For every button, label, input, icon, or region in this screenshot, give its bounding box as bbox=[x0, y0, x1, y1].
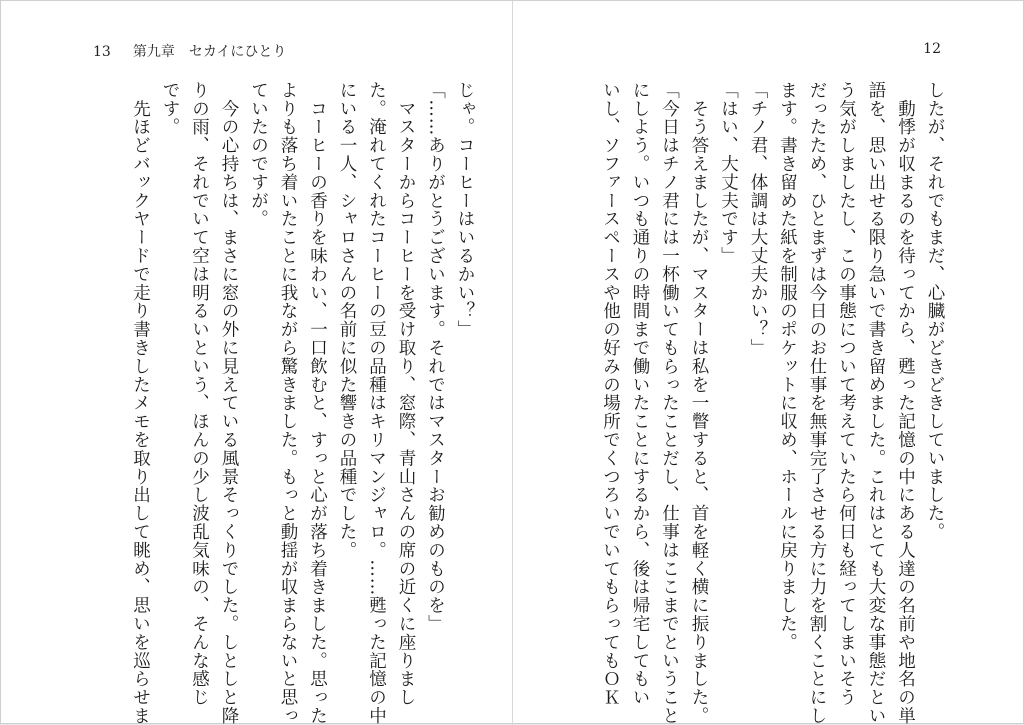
text-line: 動悸が収まるのを待ってから、甦った記憶の中にある人達の名前や地名の単 bbox=[895, 81, 916, 725]
text-line: う気がしましたし、この事態について考えていたら何日も経ってしまいそう bbox=[836, 81, 857, 707]
left-page-header bbox=[93, 41, 286, 61]
text-line: にいる一人、シャロさんの名前に似た響きの品種でした。 bbox=[337, 81, 357, 560]
text-line: りの雨、それでいて空は明るいという、ほんの少し波乱気味の、そんな感じ bbox=[189, 81, 210, 707]
left-page-number: 13 bbox=[93, 44, 111, 60]
left-page-text bbox=[95, 81, 479, 725]
text-line: ていたのですが。 bbox=[248, 81, 269, 229]
text-line: いし、ソファースペースや他の好みの場所でくつろいでいてもらってもＯＫ bbox=[600, 81, 621, 707]
text-line: したが、それでもまだ、心臓がどきどきしていました。 bbox=[925, 81, 945, 541]
text-line: 先ほどバックヤードで走り書きしたメモを取り出して眺め、思いを巡らせま bbox=[130, 81, 151, 725]
text-line: にしよう。いつも通りの時間まで働いたことにするから、後は帰宅してもい bbox=[630, 81, 650, 707]
text-line: マスターからコーヒーを受け取り、窓際、青山さんの席の近くに座りまし bbox=[396, 81, 416, 707]
right-page-number: 12 bbox=[923, 41, 941, 57]
text-line: ます。書き留めた紙を制服のポケットに収め、ホールに戻りました。 bbox=[777, 81, 798, 652]
chapter-title: 第九章 セカイにひとり bbox=[132, 44, 287, 60]
text-line: です。 bbox=[160, 81, 180, 137]
text-line: た。淹れてくれたコーヒーの豆の品種はキリマンジャロ。……甦った記憶の中 bbox=[366, 81, 387, 725]
text-line: コーヒーの香りを味わい、一口飲むと、すっと心が落ち着きました。思った bbox=[307, 81, 328, 725]
left-page bbox=[1, 1, 512, 725]
text-line: 今の心持ちは、まさに窓の外に見えている風景そっくりでした。しとしと降 bbox=[219, 81, 239, 725]
text-line: 語を、思い出せる限り急いで書き留めました。これはとても大変な事態だとい bbox=[866, 81, 886, 725]
text-line: 「……ありがとうございます。それではマスターお勧めのものを」 bbox=[425, 81, 446, 633]
right-page bbox=[513, 1, 1024, 725]
text-line: 「チノ君、体調は大丈夫かい？」 bbox=[748, 81, 768, 357]
text-line: だったため、ひとまずは今日のお仕事を無事完了させる方に力を割くことにし bbox=[807, 81, 827, 725]
right-page-header bbox=[923, 41, 941, 57]
text-line: そう答えましたが、マスターは私を一瞥すると、首を軽く横に振りました。 bbox=[689, 81, 709, 725]
text-line: じゃ。コーヒーはいるかい？」 bbox=[455, 81, 475, 339]
text-line: 「はい、大丈夫です」 bbox=[718, 81, 739, 265]
right-page-text bbox=[565, 81, 949, 725]
text-line: よりも落ち着いたことに我ながら驚きました。もっと動揺が収まらないと思っ bbox=[278, 81, 298, 725]
text-line: 「今日はチノ君には一杯働いてもらったことだし、仕事はここまでということ bbox=[659, 81, 680, 725]
